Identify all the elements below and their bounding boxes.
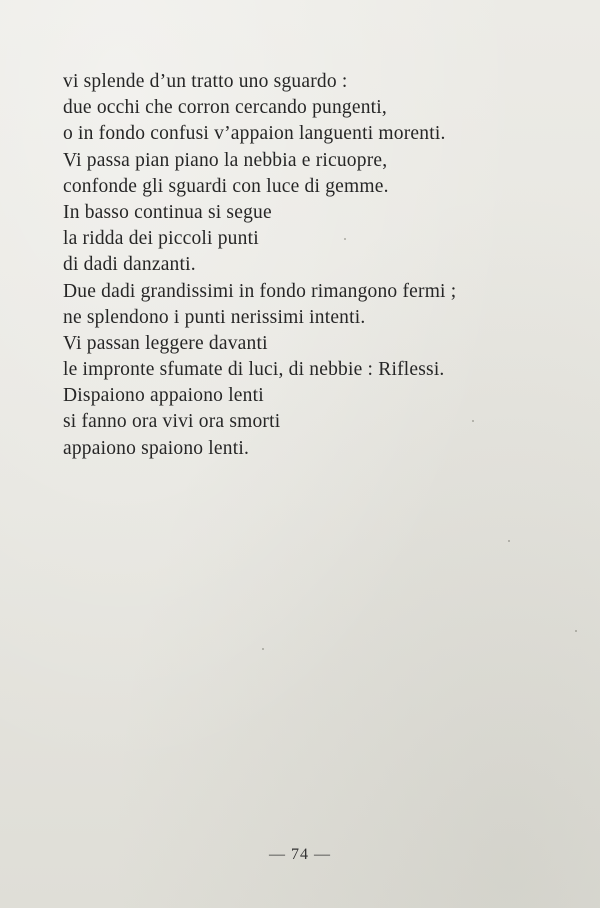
poem-line: Vi passan leggere davanti <box>63 332 268 354</box>
poem-line: confonde gli sguardi con luce di gemme. <box>63 175 389 197</box>
poem-line: vi splende d’un tratto uno sguardo : <box>63 71 348 92</box>
paper-speck <box>472 420 474 422</box>
poem-line: due occhi che corron cercando pungenti, <box>63 97 387 119</box>
paper-speck <box>344 238 346 240</box>
poem-line: ne splendono i punti nerissimi intenti. <box>63 306 366 328</box>
paper-speck <box>575 630 577 632</box>
paper-speck <box>262 648 264 650</box>
paper-speck <box>508 540 510 542</box>
poem-line: Vi passa pian piano la nebbia e ricuopre, <box>63 149 388 171</box>
poem-text <box>63 69 583 462</box>
poem-line: le impronte sfumate di luci, di nebbie : Riflessi. <box>63 359 445 381</box>
poem-line: di dadi danzanti. <box>63 254 196 276</box>
page-number: — 74 — <box>269 846 331 863</box>
poem-line: si fanno ora vivi ora smorti <box>63 411 281 433</box>
poem-line: la ridda dei piccoli punti <box>63 228 259 250</box>
poem-line: Dispaiono appaiono lenti <box>63 385 264 407</box>
poem-line: appaiono spaiono lenti. <box>63 437 250 459</box>
poem-line: Due dadi grandissimi in fondo rimangono fermi ; <box>63 280 457 302</box>
poem-line: o in fondo confusi v’appaion languenti morenti. <box>63 123 446 145</box>
poem-line: In basso continua si segue <box>63 201 272 223</box>
